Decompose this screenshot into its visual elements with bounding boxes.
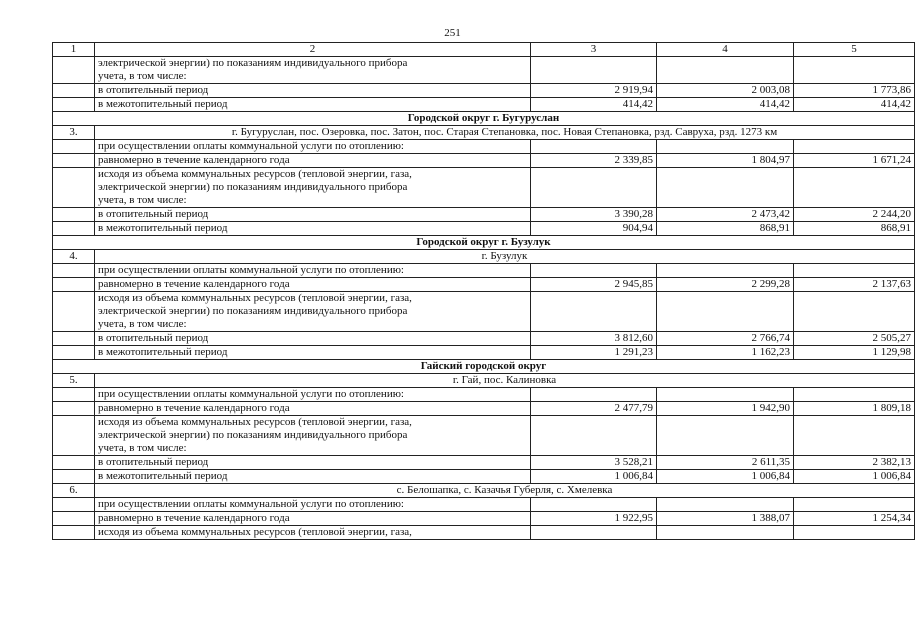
value-col-4: [657, 498, 794, 512]
table-row: [53, 84, 915, 98]
value-col-5: 1 006,84: [794, 470, 915, 484]
header-col-5: 5: [794, 43, 915, 57]
table-row: [53, 140, 915, 154]
value-col-3: [531, 264, 657, 278]
row-description: в межотопительный период: [95, 98, 531, 112]
value-col-4: [657, 264, 794, 278]
table-row: [53, 278, 915, 292]
value-col-5: 414,42: [794, 98, 915, 112]
value-col-5: 2 244,20: [794, 208, 915, 222]
table-row: [53, 346, 915, 360]
row-number-cell: [53, 498, 95, 512]
table-row: [53, 470, 915, 484]
row-description: в межотопительный период: [95, 470, 531, 484]
value-col-4: 2 299,28: [657, 278, 794, 292]
header-col-3: 3: [531, 43, 657, 57]
value-col-5: [794, 264, 915, 278]
row-description: равномерно в течение календарного года: [95, 402, 531, 416]
locality-row: [53, 484, 915, 498]
row-number-cell: [53, 264, 95, 278]
row-description: исходя из объема коммунальных ресурсов (тепловой энергии, газа, электрической энергии) по показаниям индивидуального прибора учета, в том числе:: [95, 416, 531, 456]
row-number-cell: [53, 208, 95, 222]
value-col-4: 868,91: [657, 222, 794, 236]
value-col-5: 1 254,34: [794, 512, 915, 526]
row-number-cell: [53, 526, 95, 540]
row-number: 4.: [53, 250, 95, 264]
row-description: равномерно в течение календарного года: [95, 154, 531, 168]
row-number-cell: [53, 332, 95, 346]
header-col-1: 1: [53, 43, 95, 57]
row-number-cell: [53, 470, 95, 484]
row-description: исходя из объема коммунальных ресурсов (тепловой энергии, газа, электрической энергии) по показаниям индивидуального прибора учета, в том числе:: [95, 168, 531, 208]
value-col-3: [531, 526, 657, 540]
row-number-cell: [53, 278, 95, 292]
value-col-3: 3 390,28: [531, 208, 657, 222]
value-col-4: 2 003,08: [657, 84, 794, 98]
locality-name: г. Бугуруслан, пос. Озеровка, пос. Затон, пос. Старая Степановка, пос. Новая Степановка, рзд. Савруха, рзд. 1273 км: [95, 126, 915, 140]
value-col-4: 2 611,35: [657, 456, 794, 470]
value-col-3: [531, 498, 657, 512]
value-col-3: 1 922,95: [531, 512, 657, 526]
row-number: 6.: [53, 484, 95, 498]
value-col-5: [794, 526, 915, 540]
row-description: в межотопительный период: [95, 346, 531, 360]
value-col-4: 1 804,97: [657, 154, 794, 168]
table-row: [53, 526, 915, 540]
value-col-5: 2 137,63: [794, 278, 915, 292]
row-description: при осуществлении оплаты коммунальной услуги по отоплению:: [95, 140, 531, 154]
table-row: [53, 498, 915, 512]
table-row: [53, 456, 915, 470]
value-col-3: [531, 168, 657, 208]
row-description: при осуществлении оплаты коммунальной услуги по отоплению:: [95, 388, 531, 402]
row-number-cell: [53, 154, 95, 168]
value-col-4: 1 942,90: [657, 402, 794, 416]
row-description: в отопительный период: [95, 208, 531, 222]
value-col-3: 2 339,85: [531, 154, 657, 168]
value-col-3: [531, 416, 657, 456]
value-col-5: 1 773,86: [794, 84, 915, 98]
value-col-5: 2 382,13: [794, 456, 915, 470]
row-description: в межотопительный период: [95, 222, 531, 236]
value-col-3: 904,94: [531, 222, 657, 236]
row-number-cell: [53, 402, 95, 416]
header-col-4: 4: [657, 43, 794, 57]
table-row: [53, 416, 915, 456]
value-col-4: [657, 168, 794, 208]
value-col-3: 2 919,94: [531, 84, 657, 98]
row-number-cell: [53, 57, 95, 84]
value-col-4: 1 162,23: [657, 346, 794, 360]
tariff-table: [52, 42, 915, 540]
row-number-cell: [53, 416, 95, 456]
row-description: исходя из объема коммунальных ресурсов (тепловой энергии, газа, электрической энергии) по показаниям индивидуального прибора учета, в том числе:: [95, 292, 531, 332]
row-description: электрической энергии) по показаниям индивидуального прибора учета, в том числе:: [95, 57, 531, 84]
value-col-3: 1 291,23: [531, 346, 657, 360]
value-col-3: [531, 57, 657, 84]
value-col-5: [794, 388, 915, 402]
row-number-cell: [53, 84, 95, 98]
section-row: [53, 236, 915, 250]
value-col-3: [531, 388, 657, 402]
value-col-3: [531, 140, 657, 154]
value-col-4: 414,42: [657, 98, 794, 112]
table-row: [53, 388, 915, 402]
value-col-5: [794, 140, 915, 154]
value-col-4: [657, 416, 794, 456]
table-row: [53, 208, 915, 222]
table-row: [53, 512, 915, 526]
value-col-5: 1 129,98: [794, 346, 915, 360]
row-description: при осуществлении оплаты коммунальной услуги по отоплению:: [95, 264, 531, 278]
header-col-2: 2: [95, 43, 531, 57]
row-description: в отопительный период: [95, 456, 531, 470]
row-number-cell: [53, 456, 95, 470]
row-number-cell: [53, 388, 95, 402]
locality-row: [53, 374, 915, 388]
row-number-cell: [53, 168, 95, 208]
section-title: Гайский городской округ: [53, 360, 915, 374]
row-description: в отопительный период: [95, 332, 531, 346]
locality-row: [53, 126, 915, 140]
row-number-cell: [53, 98, 95, 112]
row-description: в отопительный период: [95, 84, 531, 98]
header-row: [53, 43, 915, 57]
value-col-5: 1 809,18: [794, 402, 915, 416]
value-col-5: [794, 416, 915, 456]
row-description: исходя из объема коммунальных ресурсов (тепловой энергии, газа,: [95, 526, 531, 540]
value-col-4: [657, 140, 794, 154]
value-col-3: 414,42: [531, 98, 657, 112]
table-row: [53, 292, 915, 332]
value-col-4: 1 388,07: [657, 512, 794, 526]
value-col-3: 2 477,79: [531, 402, 657, 416]
value-col-5: [794, 57, 915, 84]
table-row: [53, 402, 915, 416]
tariff-table-body: [53, 43, 915, 540]
locality-row: [53, 250, 915, 264]
locality-name: г. Гай, пос. Калиновка: [95, 374, 915, 388]
section-title: Городской округ г. Бузулук: [53, 236, 915, 250]
row-number-cell: [53, 512, 95, 526]
section-title: Городской округ г. Бугуруслан: [53, 112, 915, 126]
row-number: 3.: [53, 126, 95, 140]
value-col-3: 3 812,60: [531, 332, 657, 346]
value-col-5: 868,91: [794, 222, 915, 236]
value-col-4: 2 473,42: [657, 208, 794, 222]
value-col-3: 2 945,85: [531, 278, 657, 292]
table-row: [53, 168, 915, 208]
table-row: [53, 154, 915, 168]
table-row: [53, 222, 915, 236]
row-description: при осуществлении оплаты коммунальной услуги по отоплению:: [95, 498, 531, 512]
row-number-cell: [53, 346, 95, 360]
value-col-5: [794, 292, 915, 332]
value-col-4: [657, 292, 794, 332]
value-col-3: 1 006,84: [531, 470, 657, 484]
table-row: [53, 98, 915, 112]
row-number: 5.: [53, 374, 95, 388]
row-description: равномерно в течение календарного года: [95, 278, 531, 292]
value-col-4: 1 006,84: [657, 470, 794, 484]
section-row: [53, 112, 915, 126]
table-row: [53, 332, 915, 346]
row-number-cell: [53, 140, 95, 154]
value-col-4: [657, 388, 794, 402]
value-col-4: [657, 57, 794, 84]
value-col-5: 2 505,27: [794, 332, 915, 346]
value-col-3: [531, 292, 657, 332]
locality-name: с. Белошапка, с. Казачья Губерля, с. Хмелевка: [95, 484, 915, 498]
value-col-4: [657, 526, 794, 540]
table-row: [53, 264, 915, 278]
row-number-cell: [53, 222, 95, 236]
section-row: [53, 360, 915, 374]
value-col-5: 1 671,24: [794, 154, 915, 168]
locality-name: г. Бузулук: [95, 250, 915, 264]
value-col-5: [794, 498, 915, 512]
value-col-5: [794, 168, 915, 208]
value-col-3: 3 528,21: [531, 456, 657, 470]
row-number-cell: [53, 292, 95, 332]
page-number: 251: [444, 27, 461, 39]
row-description: равномерно в течение календарного года: [95, 512, 531, 526]
table-row: [53, 57, 915, 84]
value-col-4: 2 766,74: [657, 332, 794, 346]
